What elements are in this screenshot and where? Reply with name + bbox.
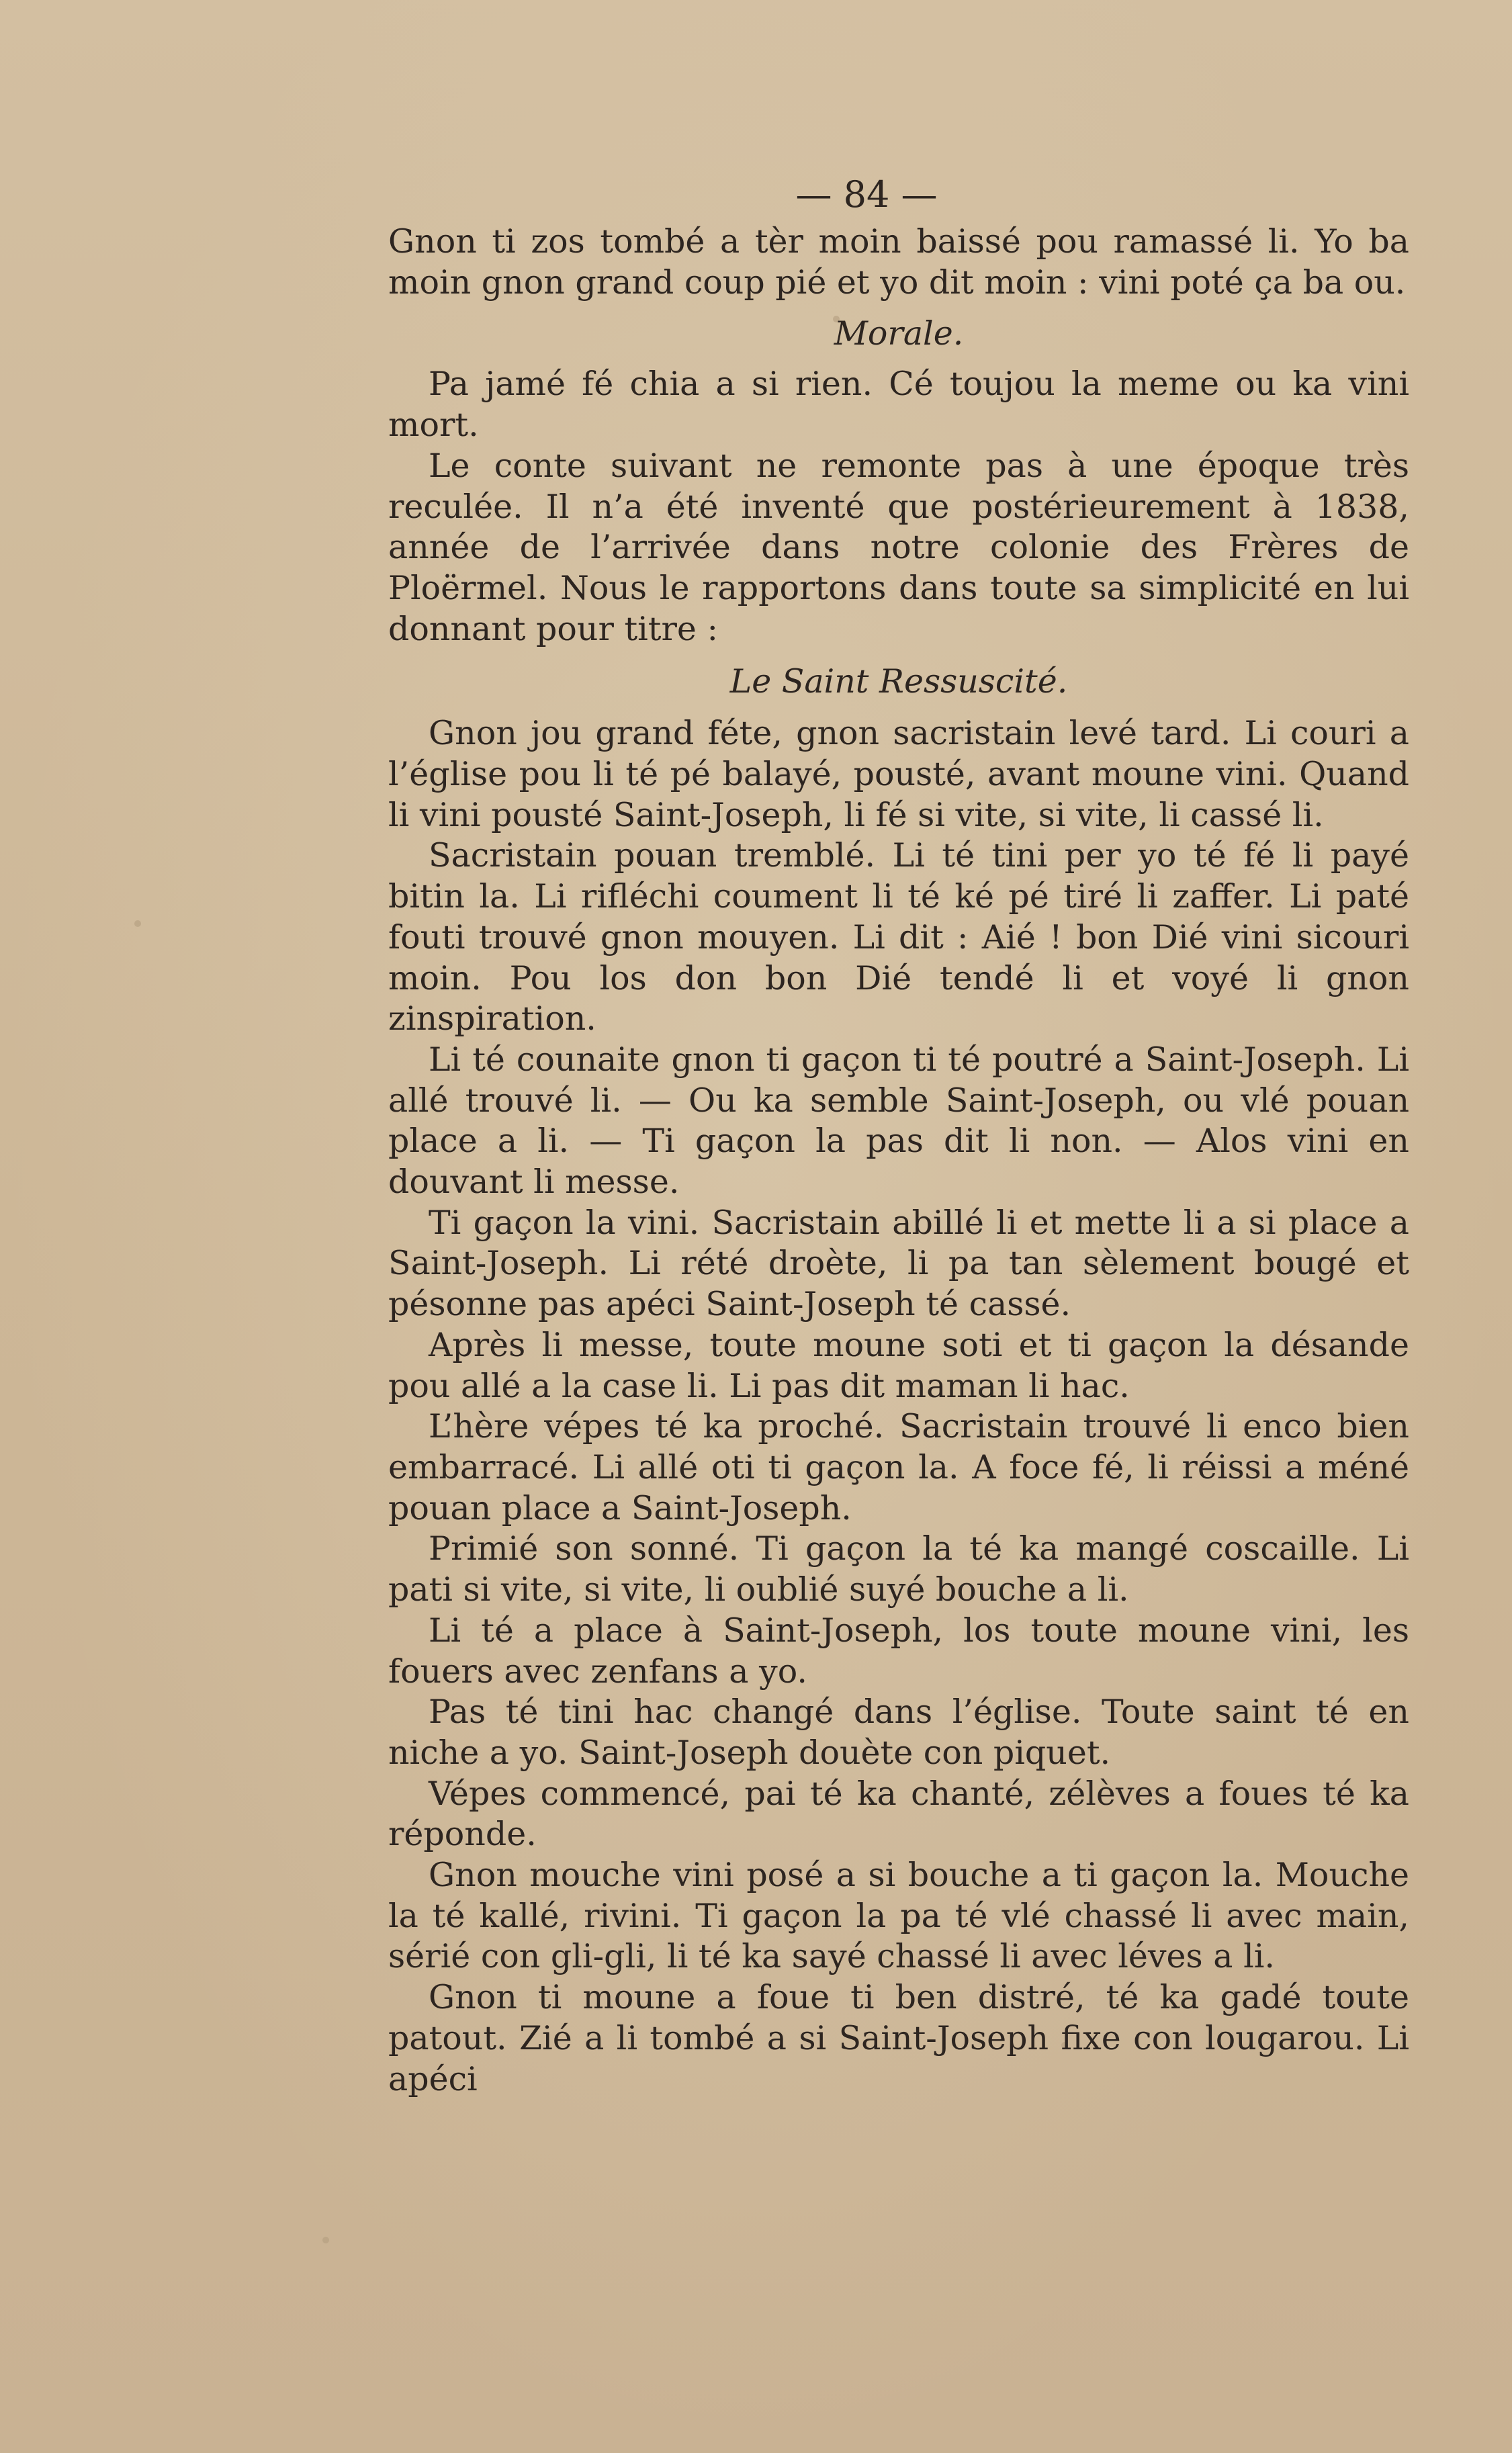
story-paragraph: Ti gaçon la vini. Sacristain abillé li et mette li a si place a Saint-Joseph. Li rété droète, li pa tan sèlement bougé et pésonne pas apéci Saint-Joseph té cassé. xyxy=(388,1203,1409,1324)
story-paragraph: Li té counaite gnon ti gaçon ti té poutré a Saint-Joseph. Li allé trouvé li. — Ou ka semble Saint-Joseph, ou vlé pouan place a li. — Ti gaçon la pas dit li non. — Alos vini en douvant li messe. xyxy=(388,1040,1409,1202)
morale-heading: Morale. xyxy=(834,314,964,353)
story-paragraph: Gnon mouche vini posé a si bouche a ti gaçon la. Mouche la té kallé, rivini. Ti gaçon la pa té vlé chassé li avec main, sérié con gli-gli, li té ka sayé chassé li avec léves a li. xyxy=(388,1856,1409,1976)
story-paragraph: Vépes commencé, pai té ka chanté, zélèves a foues té ka réponde. xyxy=(388,1774,1409,1854)
story-paragraph: Gnon jou grand féte, gnon sacristain levé tard. Li couri a l’église pou li té pé balayé, pousté, avant moune vini. Quand li vini pousté Saint-Joseph, li fé si vite, si vite, li cassé li. xyxy=(388,714,1409,834)
story-paragraph: Primié son sonné. Ti gaçon la té ka mangé coscaille. Li pati si vite, si vite, li oublié suyé bouche a li. xyxy=(388,1529,1409,1609)
story-paragraph: Gnon ti moune a foue ti ben distré, té ka gadé toute patout. Zié a li tombé a si Saint-Joseph fixe con lougarou. Li apéci xyxy=(388,1978,1409,2098)
paper-speck xyxy=(322,2237,329,2243)
story-title: Le Saint Ressuscité. xyxy=(729,662,1068,701)
paragraph-morale-text: Pa jamé fé chia a si rien. Cé toujou la meme ou ka vini mort. xyxy=(388,365,1409,445)
page-number: — 84 — xyxy=(795,173,938,216)
story-paragraph: Li té a place à Saint-Joseph, los toute moune vini, les fouers avec zenfans a yo. xyxy=(388,1611,1409,1691)
story-paragraph: Après li messe, toute moune soti et ti gaçon la désande pou allé a la case li. Li pas dit maman li hac. xyxy=(388,1325,1409,1405)
story-paragraph: L’hère vépes té ka proché. Sacristain trouvé li enco bien embarracé. Li allé oti ti gaçon la. A foce fé, li réissi a méné pouan place a Saint-Joseph. xyxy=(388,1407,1409,1527)
story-paragraph: Pas té tini hac changé dans l’église. Toute saint té en niche a yo. Saint-Joseph douète con piquet. xyxy=(388,1693,1409,1772)
paragraph-opening: Gnon ti zos tombé a tèr moin baissé pou ramassé li. Yo ba moin gnon grand coup pié et yo dit moin : vini poté ça ba ou. xyxy=(388,222,1409,302)
page-text xyxy=(388,222,1409,2100)
paragraph-introduction: Le conte suivant ne remonte pas à une époque très reculée. Il n’a été inventé que postérieurement à 1838, année de l’arrivée dans notre colonie des Frères de Ploërmel. Nous le rapportons dans toute sa simplicité en lui donnant pour titre : xyxy=(388,446,1409,648)
paper-speck xyxy=(134,920,141,927)
story-paragraph: Sacristain pouan tremblé. Li té tini per yo té fé li payé bitin la. Li rifléchi coument li té ké pé tiré li zaffer. Li paté fouti trouvé gnon mouyen. Li dit : Aié ! bon Dié vini sicouri moin. Pou los don bon Dié tendé li et voyé li gnon zinspiration. xyxy=(388,836,1409,1038)
